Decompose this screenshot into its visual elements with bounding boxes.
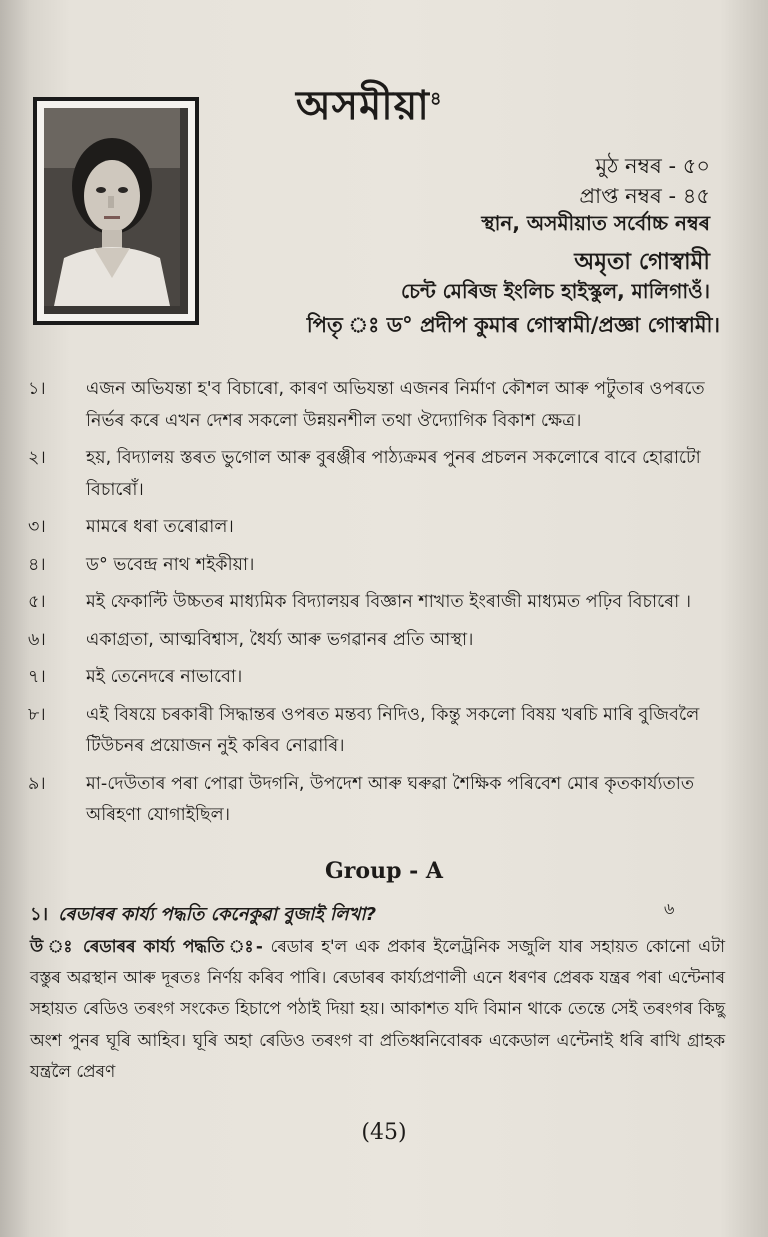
list-item bbox=[28, 587, 718, 619]
item-text: একাগ্ৰতা, আত্মবিশ্বাস, ধৈৰ্য্য আৰু ভগৱানৰ প্ৰতি আস্থা। bbox=[86, 629, 474, 650]
answer-lead: উ ঃ ৰেডাৰৰ কাৰ্য্য পদ্ধতি ঃ- bbox=[30, 936, 263, 956]
item-text: মামৰে ধৰা তৰোৱাল। bbox=[86, 517, 234, 537]
item-number: ৮। bbox=[28, 704, 46, 725]
item-number: ৪। bbox=[28, 554, 46, 575]
parents-names: পিতৃ ঃ ড° প্ৰদীপ কুমাৰ গোস্বামী/প্ৰজ্ঞা গোস্বামী। bbox=[306, 313, 720, 337]
item-number: ৫। bbox=[28, 592, 46, 612]
item-text: মই তেনেদৰে নাভাবো। bbox=[86, 667, 243, 687]
item-number: ২। bbox=[28, 448, 46, 468]
obtained-marks: প্ৰাপ্ত নম্বৰ - ৪৫ bbox=[579, 184, 710, 208]
subject-title bbox=[296, 74, 443, 141]
answer-body: ৰেডাৰ হ'ল এক প্ৰকাৰ ইলেট্ৰনিক সজুলি যাৰ সহায়ত কোনো এটা বস্তুৰ অৱস্থান আৰু দূৰতঃ নিৰ্ণয় কৰিব পাৰি। ৰেডাৰৰ কাৰ্য্যপ্ৰণালী এনে ধৰণৰ প্ৰেৰক যন্ত্ৰৰ পৰা এন্টেনাৰ সহায়ত ৰেডিও তৰংগ সংকেত হিচাপে পঠাই দিয়া হয়। আকাশত যদি বিমান থাকে তেন্তে সেই তৰংগৰ কিছু অংশ পুনৰ ঘূৰি আহিব। ঘূৰি অহা ৰেডিও তৰংগ বা প্ৰতিধ্বনিবোৰক একেডাল এন্টেনাই ধৰি ৰাখি গ্ৰাহক যন্ত্ৰলৈ প্ৰেৰণ bbox=[30, 936, 725, 1081]
list-item bbox=[28, 769, 718, 832]
group-heading: Group - A bbox=[325, 858, 443, 884]
answer-list bbox=[28, 374, 718, 838]
list-item bbox=[28, 374, 718, 437]
item-text: এই বিষয়ে চৰকাৰী সিদ্ধান্তৰ ওপৰত মন্তব্য নিদিও, কিন্তু সকলো বিষয় খৰচি মাৰি বুজিবলৈ টিউচনৰ প্ৰয়োজন নুই কৰিব নোৱাৰি। bbox=[86, 704, 700, 756]
list-item bbox=[28, 625, 718, 657]
total-marks: মুঠ নম্বৰ - ৫০ bbox=[595, 154, 710, 178]
rank-text: স্থান, অসমীয়াত সৰ্বোচ্চ নম্বৰ bbox=[481, 211, 710, 235]
item-number: ৯। bbox=[28, 773, 46, 794]
question-number: ১। bbox=[30, 904, 49, 925]
list-item bbox=[28, 512, 718, 544]
list-item bbox=[28, 700, 718, 763]
item-text: মই ফেকাল্টি উচ্চতৰ মাধ্যমিক বিদ্যালয়ৰ বিজ্ঞান শাখাত ইংৰাজী মাধ্যমত পঢ়িব বিচাৰো । bbox=[86, 592, 692, 612]
question-1 bbox=[30, 900, 720, 931]
subject-title-superscript: ৪ bbox=[429, 88, 443, 110]
question-text: ৰেডাৰৰ কাৰ্য্য পদ্ধতি কেনেকুৱা বুজাই লিখা? bbox=[58, 904, 377, 925]
question-answer bbox=[30, 931, 725, 1087]
item-number: ৭। bbox=[28, 667, 46, 687]
portrait-image bbox=[44, 108, 188, 314]
page-number: (45) bbox=[361, 1120, 407, 1145]
item-number: ৩। bbox=[28, 517, 46, 537]
school-name: চেন্ট মেৰিজ ইংলিচ হাইস্কুল, মালিগাওঁ। bbox=[401, 279, 710, 303]
student-name: অমৃতা গোস্বামী bbox=[574, 249, 710, 275]
item-text: হয়, বিদ্যালয় স্তৰত ভুগোল আৰু বুৰঞ্জীৰ পাঠ্যক্ৰমৰ পুনৰ প্ৰচলন সকলোৰে বাবে হোৱাটো বিচাৰোঁ। bbox=[86, 448, 701, 500]
item-number: ৬। bbox=[28, 629, 46, 650]
list-item bbox=[28, 550, 718, 582]
subject-title-text: অসমীয়া bbox=[296, 83, 430, 129]
item-number: ১। bbox=[28, 379, 46, 399]
list-item bbox=[28, 443, 718, 506]
item-text: মা-দেউতাৰ পৰা পোৱা উদগনি, উপদেশ আৰু ঘৰুৱা শৈক্ষিক পৰিবেশ মোৰ কৃতকাৰ্য্যতাত অৰিহণা যোগাইছিল। bbox=[86, 773, 695, 825]
list-item bbox=[28, 662, 718, 694]
student-photo bbox=[33, 97, 199, 325]
item-text: ড° ভবেন্দ্ৰ নাথ শইকীয়া। bbox=[86, 554, 255, 575]
item-text: এজন অভিযন্তা হ'ব বিচাৰো, কাৰণ অভিযন্তা এজনৰ নিৰ্মাণ কৌশল আৰু পটুতাৰ ওপৰতে নিৰ্ভৰ কৰে এখন দেশৰ সকলো উন্নয়নশীল তথা ঔদ্যোগিক বিকাশ ক্ষেত্ৰ। bbox=[86, 379, 705, 431]
question-mark: ৬ bbox=[664, 899, 675, 918]
